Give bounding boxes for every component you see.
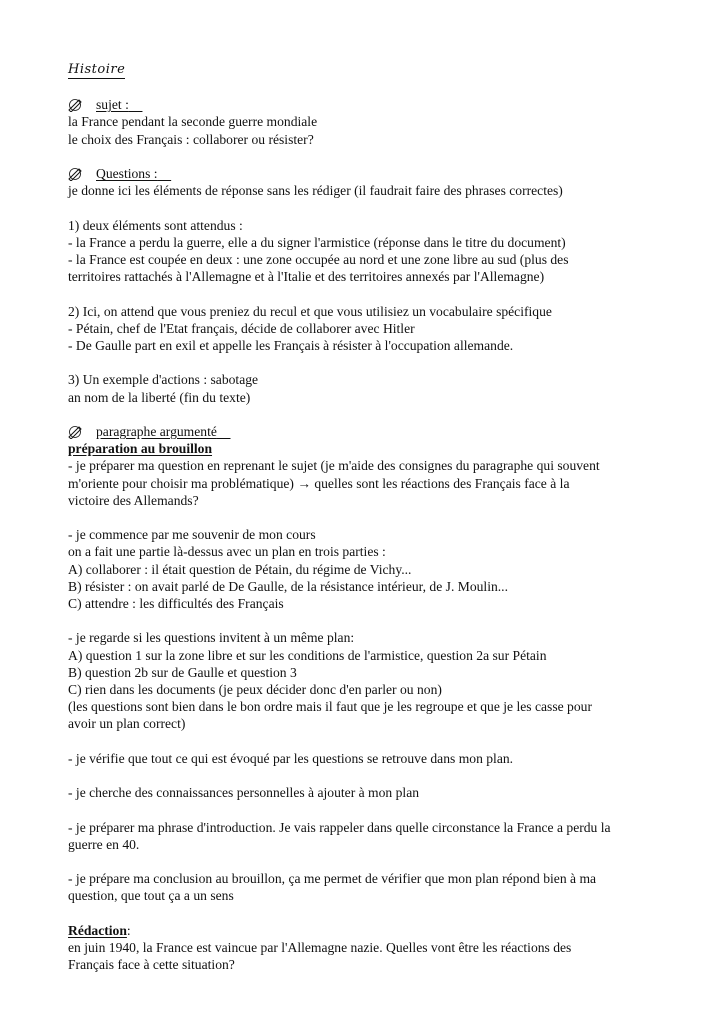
pen-nib-icon	[68, 425, 82, 439]
sujet-heading-line	[68, 96, 668, 113]
q1-line: - la France est coupée en deux : une zone occupée au nord et une zone libre au sud (plus des	[68, 251, 569, 267]
prep-line: C) attendre : les difficultés des Français	[68, 595, 284, 611]
sujet-line: le choix des Français : collaborer ou résister?	[68, 131, 314, 147]
prep-title: préparation au brouillon	[68, 441, 213, 457]
prep-line: - je cherche des connaissances personnelles à ajouter à mon plan	[68, 785, 420, 801]
prep-line: avoir un plan correct)	[68, 716, 186, 732]
prep-line: (les questions sont bien dans le bon ordre mais il faut que je les regroupe et que je les casse pour	[68, 699, 592, 715]
prep-line: question, que tout ça a un sens	[68, 888, 234, 904]
sujet-line: la France pendant la seconde guerre mondiale	[68, 114, 318, 130]
prep-line: victoire des Allemands?	[68, 492, 199, 508]
q1-line: - la France a perdu la guerre, elle a du signer l'armistice (réponse dans le titre du document)	[68, 234, 566, 250]
q2-line: - De Gaulle part en exil et appelle les Français à résister à l'occupation allemande.	[68, 337, 514, 353]
questions-heading-line	[68, 165, 668, 182]
questions-intro: je donne ici les éléments de réponse sans les rédiger (il faudrait faire des phrases correctes)	[68, 183, 563, 199]
prep-line: - je préparer ma question en reprenant le sujet (je m'aide des consignes du paragraphe qui souvent	[68, 458, 600, 474]
prep-line: guerre en 40.	[68, 836, 140, 852]
sujet-heading: sujet :	[96, 97, 129, 113]
q3-line: 3) Un exemple d'actions : sabotage	[68, 372, 259, 388]
doc-title: Histoire	[68, 62, 126, 77]
redaction-line: en juin 1940, la France est vaincue par l'Allemagne nazie. Quelles vont être les réactions des	[68, 939, 572, 955]
questions-heading: Questions :	[96, 165, 158, 181]
pen-nib-icon	[68, 167, 82, 181]
q1-line: territoires rattachés à l'Allemagne et à l'Italie et des territoires annexés par l'Allemagne)	[68, 269, 545, 285]
prep-line: m'oriente pour choisir ma problématique) → quelles sont les réactions des Français face à la	[68, 475, 570, 491]
prep-line: C) rien dans les documents (je peux décider donc d'en parler ou non)	[68, 681, 442, 697]
prep-line: - je prépare ma conclusion au brouillon, ça me permet de vérifier que mon plan répond bien à ma	[68, 871, 597, 887]
redaction-line: Français face à cette situation?	[68, 957, 235, 973]
doc-title-line	[68, 60, 668, 79]
redaction-heading-line	[68, 922, 668, 939]
q2-line: 2) Ici, on attend que vous preniez du recul et que vous utilisiez un vocabulaire spécifique	[68, 303, 552, 319]
q1-line: 1) deux éléments sont attendus :	[68, 217, 243, 233]
q3-line: an nom de la liberté (fin du texte)	[68, 389, 251, 405]
prep-line: B) résister : on avait parlé de De Gaulle, de la résistance intérieur, de J. Moulin...	[68, 578, 508, 594]
prep-line: - je préparer ma phrase d'introduction. Je vais rappeler dans quelle circonstance la France a perdu la	[68, 819, 611, 835]
document-page	[68, 60, 668, 973]
prep-line: A) collaborer : il était question de Pétain, du régime de Vichy...	[68, 561, 412, 577]
prep-line: - je regarde si les questions invitent à un même plan:	[68, 630, 355, 646]
prep-line: B) question 2b sur de Gaulle et question 3	[68, 664, 297, 680]
prep-line: on a fait une partie là-dessus avec un plan en trois parties :	[68, 544, 386, 560]
redaction-label: Rédaction	[68, 922, 127, 938]
redaction-colon: :	[126, 922, 131, 938]
q2-line: - Pétain, chef de l'Etat français, décide de collaborer avec Hitler	[68, 320, 415, 336]
paragraphe-heading: paragraphe argumenté	[96, 423, 217, 439]
pen-nib-icon	[68, 98, 82, 112]
paragraphe-heading-line	[68, 423, 668, 440]
prep-line: - je commence par me souvenir de mon cours	[68, 527, 316, 543]
prep-line: A) question 1 sur la zone libre et sur les conditions de l'armistice, question 2a sur Pétain	[68, 647, 547, 663]
prep-line: - je vérifie que tout ce qui est évoqué par les questions se retrouve dans mon plan.	[68, 750, 514, 766]
